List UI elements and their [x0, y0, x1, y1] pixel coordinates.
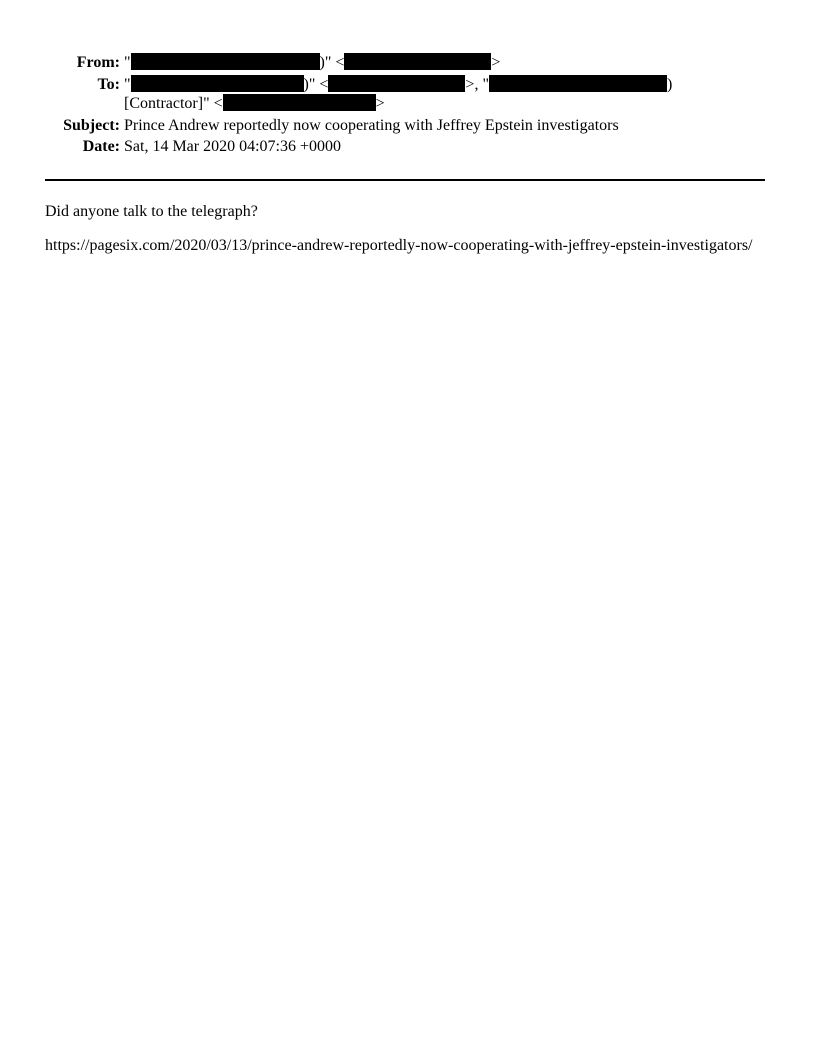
- redaction-block: [223, 94, 376, 111]
- from-value: [124, 53, 500, 73]
- redaction-block: [131, 53, 320, 70]
- address-open: )" <: [319, 54, 345, 71]
- redaction-block: [344, 53, 491, 70]
- contractor-text: [Contractor]" <: [124, 95, 223, 112]
- header-divider: [45, 179, 765, 181]
- name-close: ): [666, 76, 673, 93]
- quote-mark: ": [124, 76, 131, 93]
- redaction-block: [328, 75, 465, 92]
- subject-value: Prince Andrew reportedly now cooperating with Jeffrey Epstein investigators: [124, 117, 619, 134]
- address-close: >: [375, 95, 385, 112]
- date-label: Date:: [82, 138, 120, 155]
- message-link[interactable]: https://pagesix.com/2020/03/13/prince-andrew-reportedly-now-cooperating-with-jeffrey-epstein-investigators/: [45, 237, 753, 254]
- to-value: [124, 75, 672, 95]
- subject-label: Subject:: [63, 117, 120, 134]
- to-label: To:: [97, 76, 120, 93]
- address-separator: >, ": [465, 76, 489, 93]
- date-value: Sat, 14 Mar 2020 04:07:36 +0000: [124, 138, 342, 155]
- address-close: >: [491, 54, 501, 71]
- redaction-block: [131, 75, 304, 92]
- from-label: From:: [76, 54, 120, 71]
- quote-mark: ": [124, 54, 131, 71]
- address-open: )" <: [303, 76, 329, 93]
- to-value-continued: [124, 94, 385, 114]
- redaction-block: [489, 75, 667, 92]
- message-text: Did anyone talk to the telegraph?: [45, 203, 258, 220]
